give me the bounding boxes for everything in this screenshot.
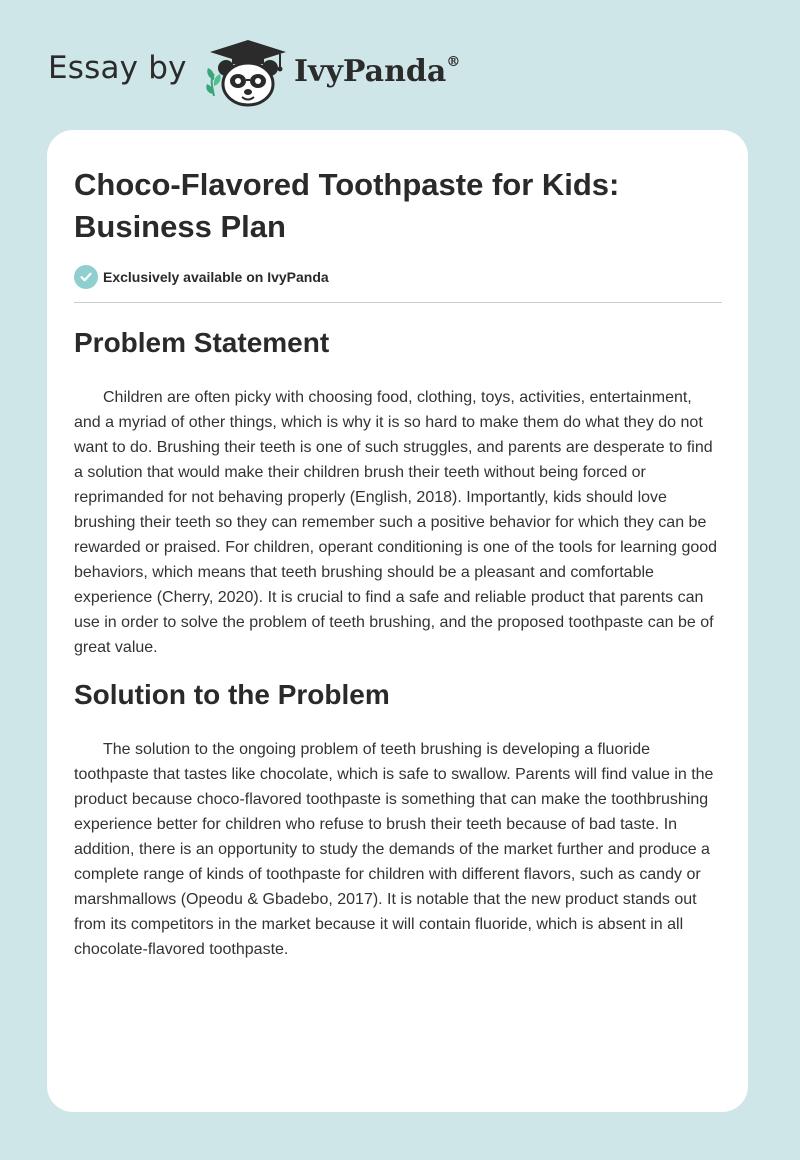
article-title: Choco-Flavored Toothpaste for Kids: Business Plan [74, 167, 620, 244]
section-body-problem: Children are often picky with choosing food, clothing, toys, activities, entertainment, and a myriad of other things, which is why it is so hard to make them do what they do not want to do. Brushing their teeth is one of such struggles, and parents are desperate to find a solution that would make their children brush their teeth without being forced or reprimanded for not behaving properly (English, 2018). Importantly, kids should love brushing their teeth so they can remember such a positive behavior for which they can be rewarded or praised. For children, operant conditioning is one of the tools for learning good behaviors, which means that teeth brushing should be a pleasant and comfortable experience (Cherry, 2020). It is crucial to find a safe and reliable product that parents can use in order to solve the problem of teeth brushing, and the proposed toothpaste can be of great value. [74, 389, 718, 656]
brand-name[interactable] [294, 54, 460, 89]
essay-by-label: Essay by [48, 50, 187, 86]
panda-graduate-logo-icon[interactable] [200, 36, 296, 108]
section-body-solution: The solution to the ongoing problem of teeth brushing is developing a fluoride toothpaste that tastes like chocolate, which is safe to swallow. Parents will find value in the product because choco-flavored toothpaste is something that can make the toothbrushing experience better for children who refuse to brush their teeth because of bad taste. In addition, there is an opportunity to study the demands of the market further and produce a complete range of kinds of toothpaste for children with different flavors, such as candy or marshmallows (Opeodu & Gbadebo, 2017). It is notable that the new product stands out from its competitors in the market because it will contain fluoride, which is absent in all chocolate-flavored toothpaste. [74, 741, 714, 958]
site-header [0, 0, 800, 120]
article-card [47, 130, 748, 1112]
exclusive-badge-text: Exclusively available on IvyPanda [103, 269, 329, 285]
divider [74, 302, 722, 303]
section-heading-solution: Solution to the Problem [74, 679, 390, 710]
section-heading-problem: Problem Statement [74, 327, 330, 358]
brand-name-text: IvyPanda [294, 54, 447, 89]
registered-mark: ® [446, 54, 461, 70]
check-icon [74, 265, 98, 289]
exclusive-badge [74, 264, 329, 290]
